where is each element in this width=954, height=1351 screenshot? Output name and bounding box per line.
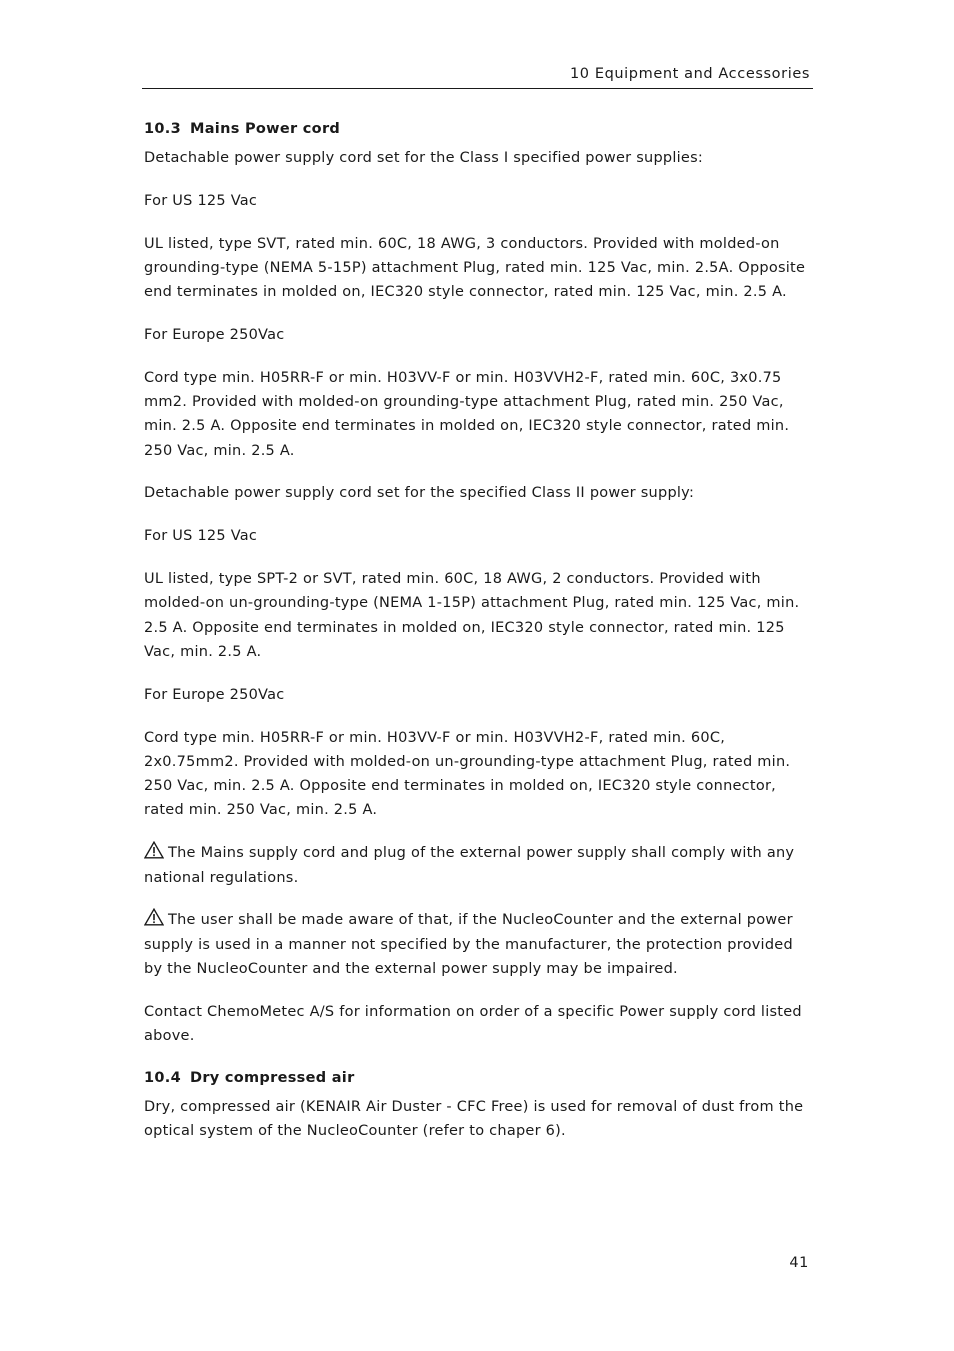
- section-number: 10.3: [144, 121, 181, 137]
- paragraph-eu-heading-1: For Europe 250Vac: [144, 326, 285, 343]
- running-header-title: 10 Equipment and Accessories: [569, 66, 810, 82]
- paragraph-us-spec-1: UL listed, type SVT, rated min. 60C, 18 AWG, 3 conductors. Provided with molded-on grounding-type (NEMA 5-15P) attachment Plug, rated min. 125 Vac, min. 2.5A. Opposite end terminates in molded on, IEC320 style connector, rated min. 125 Vac, min. 2.5 A.: [144, 235, 806, 301]
- warning-text-2: The user shall be made aware of that, if the NucleoCounter and the external power supply is used in a manner not specified by the manufacturer, the protection provided by the NucleoCounter and the external power supply may be impaired.: [144, 912, 793, 977]
- paragraph-compressed-air: Dry, compressed air (KENAIR Air Duster - CFC Free) is used for removal of dust from the optical system of the NucleoCounter (refer to chaper 6).: [144, 1098, 804, 1140]
- paragraph-eu-spec-1: Cord type min. H05RR-F or min. H03VV-F or min. H03VVH2-F, rated min. 60C, 3x0.75 mm2. Provided with molded-on grounding-type attachment Plug, rated min. 250 Vac, min. 2.5 A. Opposite end terminates in molded on, IEC320 style connector, rated min. 250 Vac, min. 2.5 A.: [144, 369, 790, 459]
- paragraph-us-spec-2: UL listed, type SPT-2 or SVT, rated min. 60C, 18 AWG, 2 conductors. Provided with molded-on un-grounding-type (NEMA 1-15P) attachment Plug, rated min. 125 Vac, min. 2.5 A. Opposite end terminates in molded on, IEC320 style connector, rated min. 125 Vac, min. 2.5 A.: [144, 571, 800, 660]
- warning-triangle-icon: [144, 908, 164, 926]
- warning-paragraph-2: [144, 908, 812, 981]
- section-heading-10-4: [144, 1067, 812, 1089]
- running-header: [142, 66, 813, 89]
- paragraph-us-heading-2: For US 125 Vac: [144, 528, 258, 545]
- paragraph-eu-spec-2: Cord type min. H05RR-F or min. H03VV-F or min. H03VVH2-F, rated min. 60C, 2x0.75mm2. Provided with molded-on un-grounding-type attachment Plug, rated min. 250 Vac, min. 2.5 A. Opposite end terminates in molded on, IEC320 style connector, rated min. 250 Vac, min. 2.5 A.: [144, 729, 791, 819]
- paragraph-contact: Contact ChemoMetec A/S for information on order of a specific Power supply cord listed above.: [144, 1003, 802, 1045]
- section-heading-10-3: [144, 118, 812, 140]
- paragraph-class-ii-intro: Detachable power supply cord set for the specified Class II power supply:: [144, 485, 695, 502]
- paragraph-class-i-intro: Detachable power supply cord set for the Class I specified power supplies:: [144, 150, 704, 166]
- warning-paragraph-1: [144, 841, 812, 890]
- page-number: 41: [789, 1255, 809, 1271]
- section-title: Dry compressed air: [189, 1069, 355, 1086]
- warning-text-1: The Mains supply cord and plug of the external power supply shall comply with any national regulations.: [144, 845, 795, 886]
- section-number: 10.4: [144, 1069, 181, 1086]
- page-content: [144, 118, 812, 1162]
- paragraph-eu-heading-2: For Europe 250Vac: [144, 686, 285, 703]
- paragraph-us-heading-1: For US 125 Vac: [144, 192, 258, 209]
- section-title: Mains Power cord: [189, 121, 341, 137]
- warning-triangle-icon: [144, 841, 164, 859]
